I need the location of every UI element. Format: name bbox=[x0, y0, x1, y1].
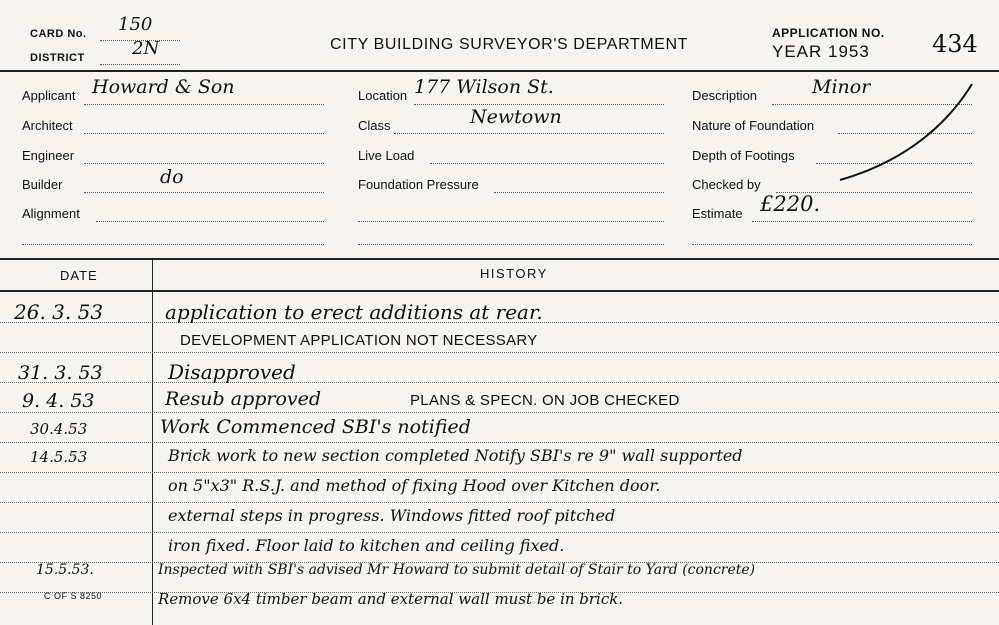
location-label: Location bbox=[358, 88, 408, 103]
engineer-label: Engineer bbox=[22, 148, 75, 163]
history-column-header: HISTORY bbox=[480, 266, 548, 281]
live-load-label: Live Load bbox=[358, 148, 415, 163]
history-date: 9. 4. 53 bbox=[22, 390, 95, 412]
history-text: Disapproved bbox=[168, 360, 296, 384]
history-date: 31. 3. 53 bbox=[18, 362, 103, 384]
year-label: YEAR 1953 bbox=[772, 42, 870, 61]
history-date: 14.5.53 bbox=[30, 448, 88, 466]
depth-of-footings-label: Depth of Footings bbox=[692, 148, 795, 163]
card-no-value: 150 bbox=[118, 14, 153, 35]
form-code: C OF S 8250 bbox=[44, 591, 103, 601]
nature-of-foundation-label: Nature of Foundation bbox=[692, 118, 815, 133]
district-label: DISTRICT bbox=[30, 52, 85, 64]
pen-stroke-mark bbox=[800, 80, 980, 190]
alignment-label: Alignment bbox=[22, 206, 80, 221]
location-value: 177 Wilson St. bbox=[414, 76, 554, 98]
checked-by-label: Checked by bbox=[692, 177, 761, 192]
card-no-label: CARD No. bbox=[30, 28, 87, 40]
application-number: 434 bbox=[932, 30, 978, 58]
department-title: CITY BUILDING SURVEYOR'S DEPARTMENT bbox=[330, 36, 689, 53]
architect-label: Architect bbox=[22, 118, 73, 133]
description-label: Description bbox=[692, 88, 758, 103]
history-date: 30.4.53 bbox=[30, 420, 88, 438]
history-text: Inspected with SBI's advised Mr Howard to submit detail of Stair to Yard (concrete) bbox=[158, 562, 756, 578]
class-value: Newtown bbox=[470, 106, 562, 128]
date-column-header: DATE bbox=[60, 268, 98, 283]
history-date: 15.5.53. bbox=[36, 562, 94, 578]
history-stamp: DEVELOPMENT APPLICATION NOT NECESSARY bbox=[180, 332, 538, 349]
district-value: 2N bbox=[132, 38, 160, 59]
history-text: Brick work to new section completed Notify SBI's re 9" wall supported bbox=[168, 446, 743, 465]
history-text: application to erect additions at rear. bbox=[165, 300, 543, 324]
estimate-value: £220. bbox=[760, 192, 821, 216]
history-text: iron fixed. Floor laid to kitchen and ceiling fixed. bbox=[168, 536, 565, 555]
history-date: 26. 3. 53 bbox=[14, 300, 104, 324]
history-text: Resub approved bbox=[165, 388, 322, 410]
description-value: Minor bbox=[812, 76, 871, 98]
class-label: Class bbox=[358, 118, 391, 133]
applicant-label: Applicant bbox=[22, 88, 76, 103]
application-no-label: APPLICATION NO. bbox=[772, 26, 885, 40]
history-text: Work Commenced SBI's notified bbox=[160, 416, 471, 438]
history-text: on 5"x3" R.S.J. and method of fixing Hood over Kitchen door. bbox=[168, 476, 661, 495]
foundation-pressure-label: Foundation Pressure bbox=[358, 177, 479, 192]
history-text: Remove 6x4 timber beam and external wall must be in brick. bbox=[158, 590, 624, 608]
builder-label: Builder bbox=[22, 177, 63, 192]
applicant-value: Howard & Son bbox=[92, 76, 235, 98]
history-stamp: PLANS & SPECN. ON JOB CHECKED bbox=[410, 392, 680, 409]
estimate-label: Estimate bbox=[692, 206, 743, 221]
history-text: external steps in progress. Windows fitted roof pitched bbox=[168, 506, 616, 525]
builder-value: do bbox=[160, 166, 184, 188]
